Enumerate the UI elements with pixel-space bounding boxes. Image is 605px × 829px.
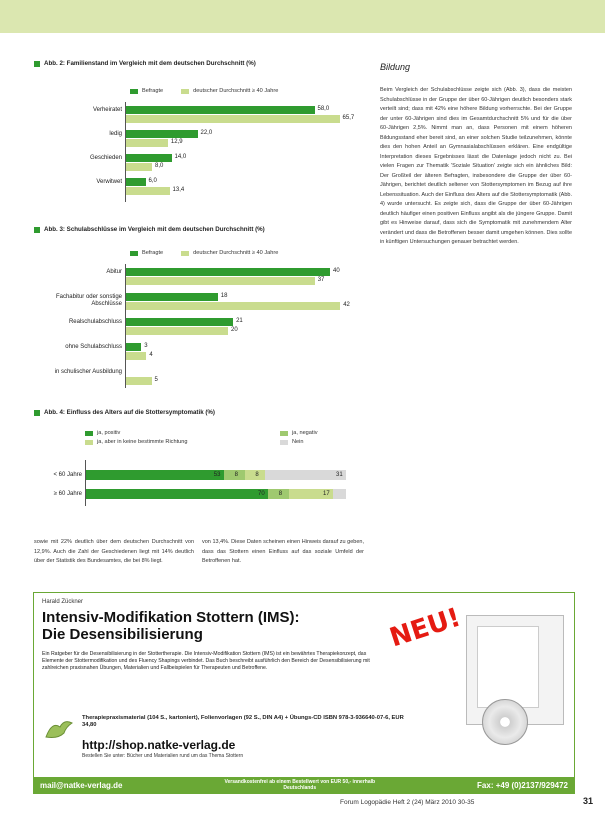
legend-label: ja, positiv xyxy=(97,430,121,436)
legend-label: Nein xyxy=(292,439,304,445)
publisher-logo-icon xyxy=(42,717,76,743)
legend-swatch-deutsch xyxy=(181,89,189,94)
fig4-axis xyxy=(85,460,86,506)
category-label: ledig xyxy=(109,131,122,137)
category-label: in schulischer Ausbildung xyxy=(54,369,122,375)
category-label: Geschieden xyxy=(89,155,122,161)
bar-value-label: 40 xyxy=(333,268,340,274)
legend-swatch-befragte xyxy=(130,251,138,256)
caption-marker xyxy=(34,61,40,67)
bar-value-label: 18 xyxy=(220,293,228,299)
bar-deutsch xyxy=(126,115,340,123)
bar-befragte xyxy=(126,318,233,326)
bar-value-label: 6,0 xyxy=(148,178,157,184)
bar-befragte xyxy=(126,343,141,351)
legend-label: ja, aber in keine bestimmte Richtung xyxy=(97,439,188,445)
stacked-segment xyxy=(265,470,346,480)
shop-link-sub: Bestellen Sie unter: Bücher und Materialien rund um das Thema Stottern xyxy=(82,753,244,759)
bar-value-label: 22,0 xyxy=(200,130,213,136)
ad-title-line1: Intensiv-Modifikation Stottern (IMS): xyxy=(42,609,300,626)
legend-swatch xyxy=(85,431,93,436)
bar-value-label: 20 xyxy=(231,327,238,333)
bar-value-label: 37 xyxy=(317,277,325,283)
stacked-segment xyxy=(86,470,224,480)
segment-value-label: 70 xyxy=(258,491,265,497)
bar-deutsch xyxy=(126,302,340,310)
segment-value-label: 8 xyxy=(278,491,283,497)
ad-title-line2: Die Desensibilisierung xyxy=(42,626,203,643)
bar-befragte xyxy=(126,268,330,276)
category-label: ohne Schulabschluss xyxy=(65,344,122,350)
bar-value-label: 65,7 xyxy=(342,115,355,121)
bar-value-label: 12,9 xyxy=(170,139,183,145)
legend-label: Befragte xyxy=(142,250,164,256)
bar-deutsch xyxy=(126,139,168,147)
bar-deutsch xyxy=(126,187,170,195)
right-text-col: Beim Vergleich der Schulabschlüsse zeigte sich (Abb. 3), dass die meisten Schulabschlüsse in der Gruppe der über 60-Jährigen deutlich besonders stark verteilt sind; dass mit 42% eine höhere Bildung vorherrschte. Bei der Gruppe der unter 60-Jährigen sind dies im Gesamtdurchschnitt 5% und für die über 60-Jährigen 2,5%. Nimmt man an, dass Personen mit einem höheren Bildungsstand eher bereit sind, an einer solchen Studie teilzunehmen, könnte dies den hohen Anteil an Gymnasialabschlüssen erklären. Eine endgültige Interpretation dieses Ergebnisses lässt die Datenlage jedoch nicht zu. Bei vielen Fragen zur Thematik 'Soziale Situation' zeigte sich ein ähnliches Bild: Der Großteil der älteren Befragten, insbesondere die Gruppe der über 60-Jährigen, berichtet deutlich seltener von Stottersymptomen im Bezug auf ihre Lebenssituation. Auch der Einfluss des Alters auf die Stottersymptomatik (Abb. 4) wurde untersucht. Es zeigte sich, dass die Gruppe der über 60-Jährigen deutlich häufiger einen positiven Einfluss angibt als die jüngere Gruppe. Damit gibt es Hinweise darauf, dass sich die Symptomatik mit zunehmendem Alter verändert und dass die Betroffenen besser damit umgehen können. Dies sollte in künftigen Untersuchungen genauer betrachtet werden. xyxy=(380,87,572,245)
legend-swatch xyxy=(85,440,93,445)
legend-label: deutscher Durchschnitt ≥ 40 Jahre xyxy=(193,250,279,256)
top-band xyxy=(0,0,605,33)
bar-value-label: 21 xyxy=(236,318,243,324)
ad-details: Therapiepraxismaterial (104 S., kartoniert), Folienvorlagen (92 S., DIN A4) + Übungs-CD ISBN 978-3-936640-07-6, EUR 34,80 xyxy=(82,715,404,728)
caption-marker xyxy=(34,410,40,416)
category-label: < 60 Jahre xyxy=(53,472,82,478)
segment-value-label: 8 xyxy=(234,472,238,478)
category-label: Fachabitur oder sonstige Abschlüsse xyxy=(55,294,122,307)
ad-email[interactable]: mail@natke-verlag.de xyxy=(40,780,123,790)
bar-deutsch xyxy=(126,377,152,385)
page-footer: Forum Logopädie Heft 2 (24) März 2010 30-35 xyxy=(340,799,475,806)
bar-befragte xyxy=(126,130,198,138)
bar-befragte xyxy=(126,178,146,186)
cd-image xyxy=(482,699,528,745)
segment-value-label: 31 xyxy=(336,472,343,478)
fig3-legend xyxy=(130,250,278,256)
fig3-caption-text: Abb. 3: Schulabschlüsse im Vergleich mit dem deutschen Durchschnitt (%) xyxy=(44,226,265,233)
ad-shipping-note: Versandkostenfrei ab einem Bestellwert von EUR 50,- innerhalb Deutschlands xyxy=(224,779,376,791)
caption-marker xyxy=(34,227,40,233)
ad-description: Ein Ratgeber für die Desensibilisierung in der Stottertherapie. Die Intensiv-Modifikation Stottern (IMS) ist ein bewährtes Therapiekonzept, das Elemente der Stottermodifikation und des Fluency Shapings verbindet. Das Buch beschreibt ausführlich den Bereich der Desensibilisierung mit zahlreichen praxisnahen Übungen, Materialien und Fallbeispielen für Therapeuten und Betroffene. xyxy=(42,651,370,671)
ad-footer-bar xyxy=(34,777,574,793)
ad-fax: Fax: +49 (0)2137/929472 xyxy=(477,780,568,790)
shop-link[interactable]: http://shop.natke-verlag.de xyxy=(82,738,236,752)
bar-value-label: 58,0 xyxy=(317,106,330,112)
new-badge: NEU! xyxy=(386,602,465,654)
bar-value-label: 4 xyxy=(149,352,153,358)
stacked-segment xyxy=(86,489,268,499)
legend-label: Befragte xyxy=(142,88,164,94)
section-heading: Bildung xyxy=(380,62,411,72)
legend-swatch-befragte xyxy=(130,89,138,94)
segment-value-label: 8 xyxy=(255,472,259,478)
category-label: ≥ 60 Jahre xyxy=(53,491,82,497)
bar-befragte xyxy=(126,293,218,301)
legend-swatch xyxy=(280,440,288,445)
legend-label: deutscher Durchschnitt ≥ 40 Jahre xyxy=(193,88,279,94)
category-label: Verheiratet xyxy=(92,107,122,113)
category-label: Verwitwet xyxy=(96,179,122,185)
stacked-segment xyxy=(333,489,346,499)
category-label: Abitur xyxy=(106,269,122,275)
fig2-legend xyxy=(130,88,278,94)
legend-swatch xyxy=(280,431,288,436)
bar-value-label: 42 xyxy=(343,302,350,308)
bar-value-label: 5 xyxy=(154,377,158,383)
bar-deutsch xyxy=(126,163,152,171)
legend-label: ja, negativ xyxy=(292,430,318,436)
bar-value-label: 14,0 xyxy=(174,154,187,160)
book-advertisement[interactable] xyxy=(33,592,575,794)
segment-value-label: 53 xyxy=(213,472,221,478)
bar-deutsch xyxy=(126,277,315,285)
bar-befragte xyxy=(126,106,315,114)
page-number: 31 xyxy=(583,796,594,806)
fig3-caption xyxy=(34,226,265,233)
bar-deutsch xyxy=(126,352,146,360)
fig4-caption xyxy=(34,409,215,416)
bar-deutsch xyxy=(126,327,228,335)
bar-value-label: 13,4 xyxy=(172,187,185,193)
fig2-caption xyxy=(34,60,256,67)
fig2-caption-text: Abb. 2: Familienstand im Vergleich mit dem deutschen Durchschnitt (%) xyxy=(44,60,256,67)
bar-befragte xyxy=(126,154,172,162)
book-cover-page xyxy=(477,626,539,708)
left-text-col1: sowie mit 22% deutlich über dem deutschen Durchschnitt von 12,9%. Auch die Zahl der Geschiedenen liegt mit 14% deutlich über der Statistik des Bundesamtes, die bei 8% liegt. xyxy=(34,539,194,564)
left-text-col2: von 13,4%. Diese Daten scheinen einen Hinweis darauf zu geben, dass das Stottern einen Einfluss auf das soziale Umfeld der Betroffenen hat. xyxy=(202,539,364,564)
legend-swatch-deutsch xyxy=(181,251,189,256)
segment-value-label: 17 xyxy=(323,491,330,497)
bar-value-label: 8,0 xyxy=(155,163,164,169)
category-label: Realschulabschluss xyxy=(68,319,122,325)
fig4-caption-text: Abb. 4: Einfluss des Alters auf die Stottersymptomatik (%) xyxy=(44,409,215,416)
bar-value-label: 3 xyxy=(144,343,148,349)
ad-author: Harald Zückner xyxy=(42,599,84,605)
